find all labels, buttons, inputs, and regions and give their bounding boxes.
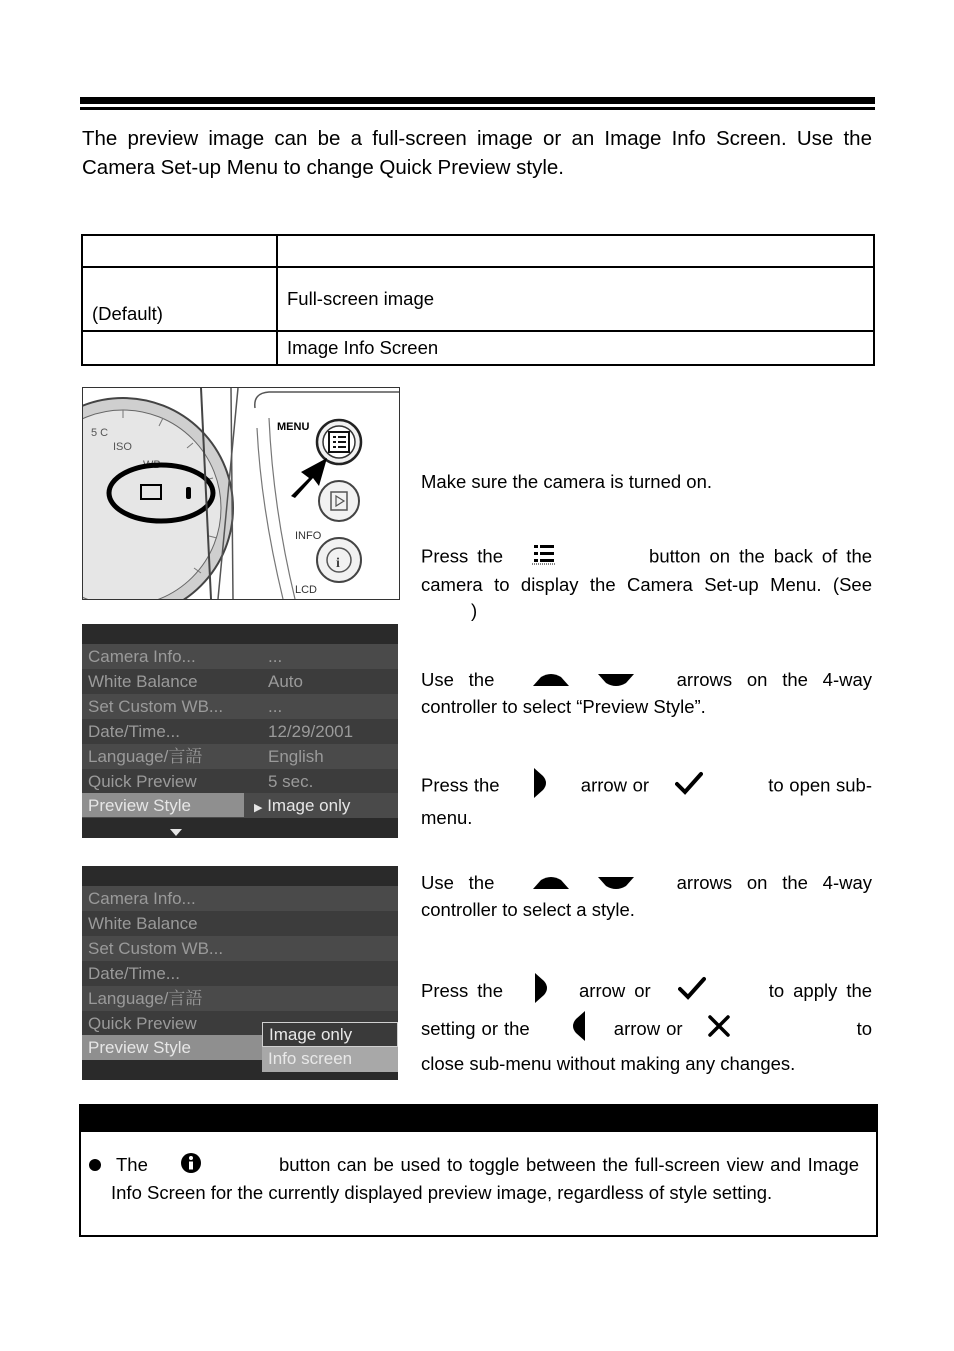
- menu-row-label: Quick Preview: [88, 772, 197, 791]
- table-row: [82, 235, 874, 267]
- menu-row-value: [254, 793, 350, 821]
- menu-row: [82, 986, 398, 1011]
- step-text: Press the: [421, 774, 500, 796]
- intro-paragraph: The preview image can be a full-screen image or an Image Info Screen. Use the Camera Set-up Menu to change Quick Preview style.: [82, 127, 872, 179]
- menu-row-label: White Balance: [88, 672, 198, 691]
- preview-style-table: [81, 234, 875, 366]
- note-text-part: The: [116, 1154, 148, 1175]
- right-triangle-icon: ▶: [254, 802, 263, 814]
- svg-text:WB: WB: [143, 459, 161, 471]
- step-text: Use the: [421, 669, 495, 690]
- menu-row-value: Auto: [268, 672, 303, 691]
- menu-row-selected: [82, 793, 398, 818]
- menu-row-value: ...: [268, 697, 283, 716]
- table-cell: (Default): [82, 267, 277, 331]
- header-rule-thin: [80, 107, 875, 110]
- svg-text:5 C: 5 C: [91, 427, 109, 439]
- scroll-down-icon: [170, 824, 182, 832]
- menu-row-label: Camera Info...: [88, 647, 196, 666]
- note-header-bar: [79, 1104, 878, 1132]
- submenu-option-info-screen: Info screen: [262, 1047, 398, 1072]
- step-text: to open sub-menu.: [421, 774, 873, 828]
- step-text: ): [471, 600, 478, 621]
- camera-back-photo: [82, 387, 400, 600]
- right-arrow-icon: [534, 973, 548, 1011]
- step-text: arrow or: [580, 774, 650, 796]
- menu-row-value: 12/29/2001: [268, 722, 354, 741]
- table-row: [82, 331, 874, 365]
- step-text: Press the: [421, 545, 504, 567]
- lcd-label: LCD: [295, 584, 318, 596]
- step-text: to close sub-menu without making any changes.: [421, 1017, 873, 1074]
- svg-text:i: i: [336, 556, 340, 571]
- step-5: [421, 870, 872, 923]
- menu-row-label: White Balance: [88, 914, 198, 933]
- down-arrow-icon: [598, 668, 634, 694]
- step-text: button on the back of the camera to display the Camera Set-up Menu. (See: [421, 545, 873, 595]
- step-3: [421, 667, 872, 720]
- note-text: [111, 1152, 859, 1205]
- left-arrow-icon: [572, 1011, 586, 1049]
- menu-row: [82, 936, 398, 961]
- menu-row: [82, 911, 398, 936]
- menu-row-label: Preview Style: [88, 796, 191, 815]
- down-arrow-icon: [598, 871, 634, 897]
- submenu-option-image-only: Image only: [262, 1022, 398, 1047]
- step-text: to apply the setting or the: [421, 979, 873, 1039]
- bullet-icon: [89, 1159, 101, 1171]
- table-row: [82, 267, 874, 331]
- step-text: arrows on the 4-way controller to select “Preview Style”.: [421, 669, 873, 718]
- step-text: Use the: [421, 872, 495, 893]
- menu-row-value: ...: [268, 647, 283, 666]
- info-label: INFO: [295, 530, 322, 542]
- table-cell: Image Info Screen: [277, 331, 874, 365]
- step-text: arrow or: [579, 979, 651, 1001]
- menu-row-value: 5 sec.: [268, 772, 314, 791]
- step-text: arrow or: [613, 1017, 683, 1039]
- menu-row: [82, 744, 398, 769]
- table-cell: [277, 235, 874, 267]
- step-4: [421, 768, 872, 831]
- menu-row-label: Date/Time...: [88, 722, 180, 741]
- menu-row-label: Camera Info...: [88, 889, 196, 908]
- menu-row-value: English: [268, 747, 324, 766]
- menu-row-label: Quick Preview: [88, 1014, 197, 1033]
- menu-list-icon: [532, 543, 558, 572]
- checkmark-icon: [678, 976, 706, 1008]
- menu-label: MENU: [277, 421, 310, 433]
- menu-row-label: Set Custom WB...: [88, 939, 224, 958]
- table-cell: [82, 235, 277, 267]
- menu-row: [82, 961, 398, 986]
- table-cell: Full-screen image: [277, 267, 874, 331]
- checkmark-icon: [675, 771, 703, 802]
- menu-row-label: Language/言語: [88, 989, 203, 1008]
- menu-row: [82, 769, 398, 794]
- header-rule-thick: [80, 97, 875, 104]
- step-text: Press the: [421, 979, 503, 1001]
- cross-icon: [707, 1014, 731, 1046]
- info-icon: [180, 1152, 202, 1180]
- menu-row: [82, 644, 398, 669]
- setup-menu-screen: [82, 624, 398, 838]
- menu-row: [82, 694, 398, 719]
- menu-row-label: Preview Style: [88, 1038, 191, 1057]
- note-text-part: button can be used to toggle between the full-screen view and Image Info Screen for the currently displayed preview image, regardless of style setting.: [111, 1154, 860, 1204]
- up-arrow-icon: [533, 668, 569, 694]
- step-6: [421, 973, 872, 1078]
- svg-text:ISO: ISO: [113, 441, 132, 453]
- menu-row: [82, 886, 398, 911]
- right-arrow-icon: [533, 768, 547, 805]
- up-arrow-icon: [533, 871, 569, 897]
- preview-style-submenu-screen: [82, 866, 398, 1080]
- menu-row-value-text: Image only: [267, 796, 351, 815]
- menu-row: [82, 719, 398, 744]
- step-2: [421, 543, 872, 624]
- menu-row-label: Language/言語: [88, 747, 203, 766]
- step-text: arrows on the 4-way controller to select a style.: [421, 872, 873, 921]
- step-1: Make sure the camera is turned on.: [421, 471, 713, 492]
- table-cell: [82, 331, 277, 365]
- menu-row-label: Set Custom WB...: [88, 697, 224, 716]
- camera-back-illustration: [83, 388, 399, 599]
- menu-row: [82, 669, 398, 694]
- menu-row-label: Date/Time...: [88, 964, 180, 983]
